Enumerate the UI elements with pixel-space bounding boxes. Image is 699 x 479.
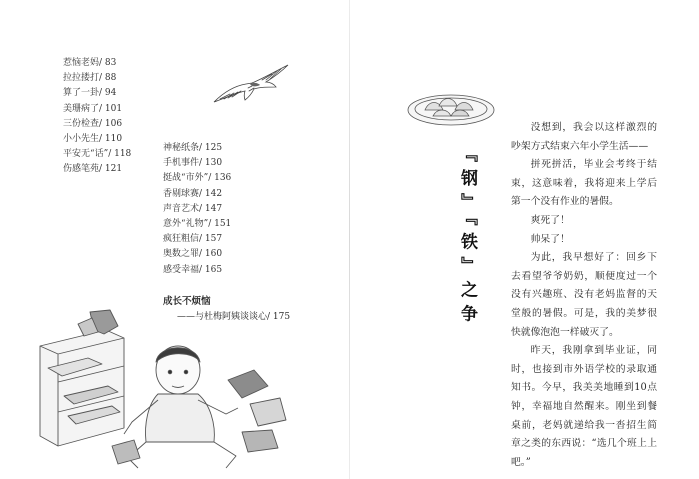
- paragraph: 帅呆了！: [530, 233, 570, 245]
- toc-entry[interactable]: 手机事件/ 130: [163, 158, 223, 169]
- eagle-illustration: [212, 62, 290, 108]
- toc-entry[interactable]: 奥数之罪/ 160: [163, 249, 223, 260]
- toc-entry[interactable]: 算了一卦/ 94: [63, 88, 117, 99]
- paragraph: 为此，我早想好了：回乡下去看望爷爷奶奶，顺便度过一个没有兴趣班、没有老妈监督的天堂般的暑假。可是，我的美梦很快就像泡泡一样破灭了。: [511, 252, 657, 338]
- toc-column-1: [63, 56, 131, 178]
- toc-entry[interactable]: 平安无“话”/ 118: [63, 149, 132, 160]
- epilogue-title: 成长不烦恼: [163, 296, 211, 307]
- paragraph: 爽死了！: [530, 214, 570, 226]
- chapter-title: 『钢』『铁』之争: [457, 145, 477, 329]
- toc-entry[interactable]: 疯狂粗信/ 157: [163, 234, 223, 245]
- paragraph: 没想到，我会以这样激烈的吵架方式结束六年小学生活——: [511, 122, 657, 152]
- toc-entry[interactable]: 香剔球赛/ 142: [163, 188, 223, 199]
- boy-illustration: [28, 308, 298, 473]
- toc-entry[interactable]: 神秘纸条/ 125: [163, 143, 223, 153]
- toc-entry[interactable]: 美珊病了/ 101: [63, 103, 123, 114]
- toc-entry[interactable]: 感受幸福/ 165: [163, 264, 223, 275]
- toc-entry[interactable]: 挺战“市外”/ 136: [163, 173, 232, 184]
- toc-entry[interactable]: 小小先生/ 110: [63, 133, 123, 144]
- paragraph: 昨天，我刚拿到毕业证，同时，也接到市外语学校的录取通知书。今早，我美美地睡到10点钟，幸福地自然醒来。刚坐到餐桌前，老妈就递给我一沓招生简章之类的东西说：“选几个班上上吧。”: [511, 345, 657, 468]
- toc-entry[interactable]: 意外“礼物”/ 151: [163, 218, 232, 229]
- toc-entry[interactable]: 伤感笔苑/ 121: [63, 164, 123, 175]
- epilogue-subtitle: ——与杜梅阿姨谈谈心/ 175: [177, 312, 291, 322]
- toc-column-2: [163, 141, 231, 278]
- toc-entry[interactable]: 三份检查/ 106: [63, 118, 123, 129]
- toc-entry[interactable]: 声音艺术/ 147: [163, 203, 223, 214]
- chapter-body: [511, 119, 657, 472]
- toc-entry[interactable]: 拉拉搂打/ 88: [63, 73, 117, 84]
- paragraph: 拼死拼活，毕业会考终于结束，这意味着，我将迎来上学后第一个没有作业的暑假。: [511, 159, 657, 208]
- dumpling-plate-illustration: [405, 88, 497, 128]
- toc-entry[interactable]: 惹恼老妈/ 83: [63, 58, 117, 68]
